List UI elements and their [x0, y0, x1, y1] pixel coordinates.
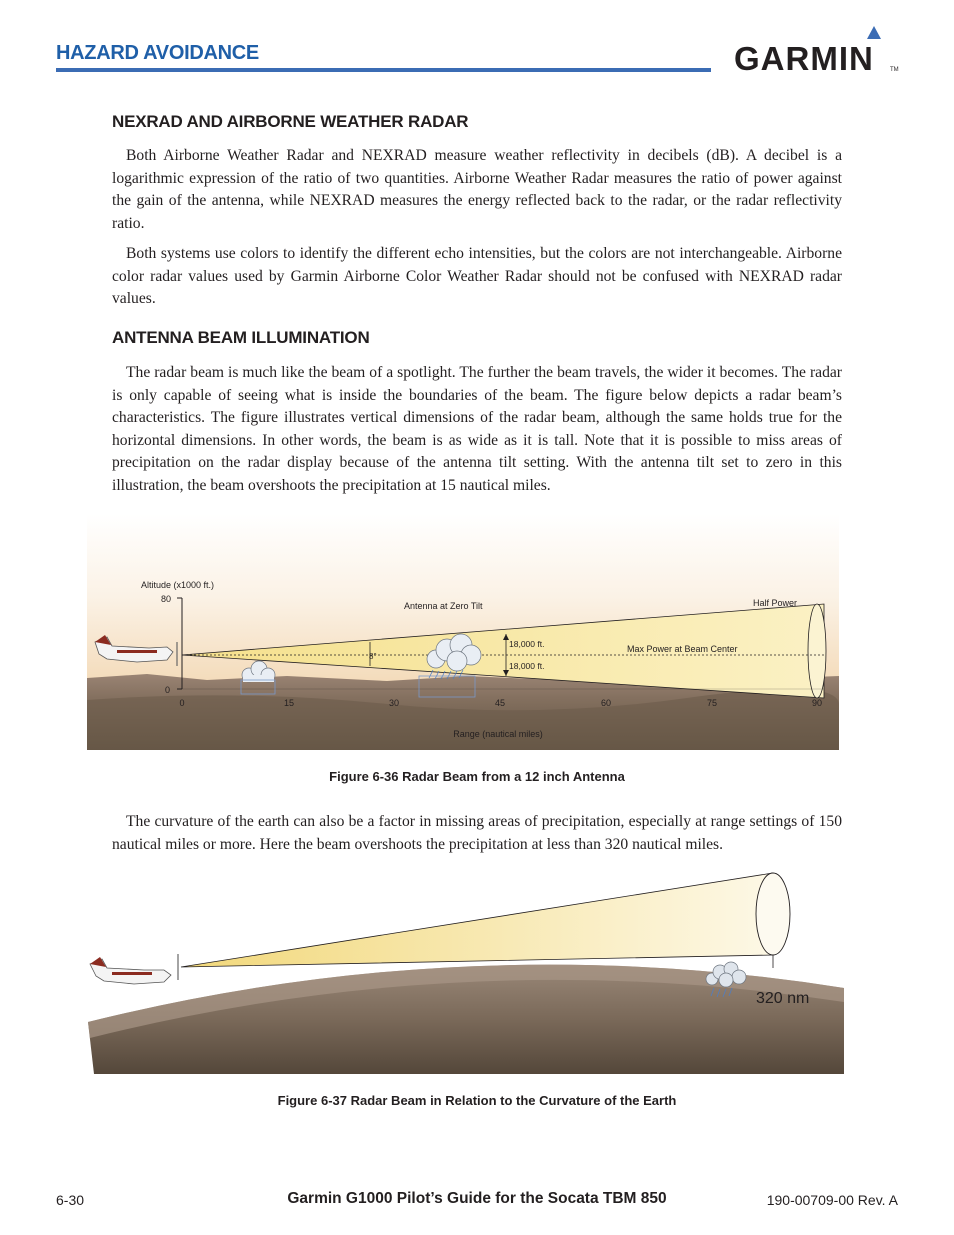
radar-beam — [181, 873, 773, 967]
figure-earth-curvature — [86, 868, 844, 1074]
alt-tick-80: 80 — [161, 594, 172, 604]
header-rule — [56, 68, 711, 72]
paragraph: Both Airborne Weather Radar and NEXRAD measure weather reflectivity in decibels (dB). A decibel is a logarithmic expression of the ratio of two quantities. Airborne Weather Radar measures the ratio of power against the gain of the antenna, while NEXRAD measures the energy reflected back to the radar, or the radar reflectivity ratio. — [112, 147, 842, 232]
antenna-label: Antenna at Zero Tilt — [404, 601, 483, 611]
logo-triangle-icon — [867, 26, 881, 39]
document-number: 190-00709-00 Rev. A — [766, 1192, 898, 1208]
logo-tm: TM — [890, 67, 899, 73]
beam-end-ellipse — [808, 604, 826, 698]
half-power-label: Half Power — [753, 598, 798, 608]
lower-height-label: 18,000 ft. — [509, 661, 545, 671]
paragraph: Both systems use colors to identify the different echo intensities, but the colors are not interchangeable. Airborne color radar values used by Garmin Airborne Color Weather Radar should not be confused with NEXRAD radar values. — [112, 245, 842, 307]
heading-nexrad: NEXRAD AND AIRBORNE WEATHER RADAR — [112, 112, 469, 131]
figure-caption: Figure 6-36 Radar Beam from a 12 inch Antenna — [329, 769, 625, 784]
beam-end-ellipse — [756, 873, 790, 955]
altitude-label: Altitude (x1000 ft.) — [141, 580, 215, 590]
range-tick: 45 — [494, 698, 506, 708]
page-number: 6-30 — [56, 1192, 85, 1208]
range-tick: 15 — [283, 698, 295, 708]
garmin-logo — [733, 26, 899, 76]
airplane-icon — [90, 954, 178, 984]
range-320nm-label: 320 nm — [756, 990, 810, 1007]
angle-label: 8° — [369, 652, 377, 661]
figure-caption: Figure 6-37 Radar Beam in Relation to the Curvature of the Earth — [277, 1093, 677, 1108]
range-tick: 75 — [706, 698, 718, 708]
footer-title: Garmin G1000 Pilot’s Guide for the Socata TBM 850 — [287, 1190, 667, 1207]
range-label: Range (nautical miles) — [453, 729, 543, 739]
range-tick: 30 — [388, 698, 400, 708]
figure-radar-beam — [87, 514, 839, 750]
max-power-label: Max Power at Beam Center — [627, 644, 738, 654]
paragraph: The curvature of the earth can also be a factor in missing areas of precipitation, especially at range settings of 150 nautical miles or more. Here the beam overshoots the precipitation at less than 320 nautical miles. — [112, 813, 842, 853]
logo-text: GARMIN — [734, 40, 874, 76]
alt-tick-0: 0 — [165, 685, 171, 695]
paragraph: The radar beam is much like the beam of a spotlight. The further the beam travels, the wider it becomes. The radar is only capable of seeing what is inside the boundaries of the beam. The figure below depicts a radar beam’s characteristics. The figure illustrates vertical dimensions of the radar beam, although the same holds true for the horizontal dimensions. In other words, the beam is as wide as it is tall. Note that it is possible to miss areas of precipitation on the radar display because of the antenna tilt setting. With the antenna tilt set to zero in this illustration, the beam overshoots the precipitation at 15 nautical miles. — [112, 364, 842, 494]
range-tick: 0 — [179, 698, 185, 708]
range-tick: 60 — [600, 698, 612, 708]
cloud-icon — [706, 962, 746, 987]
heading-antenna-beam: ANTENNA BEAM ILLUMINATION — [112, 328, 370, 347]
section-header: HAZARD AVOIDANCE — [56, 42, 259, 64]
range-tick: 90 — [811, 698, 823, 708]
upper-height-label: 18,000 ft. — [509, 639, 545, 649]
